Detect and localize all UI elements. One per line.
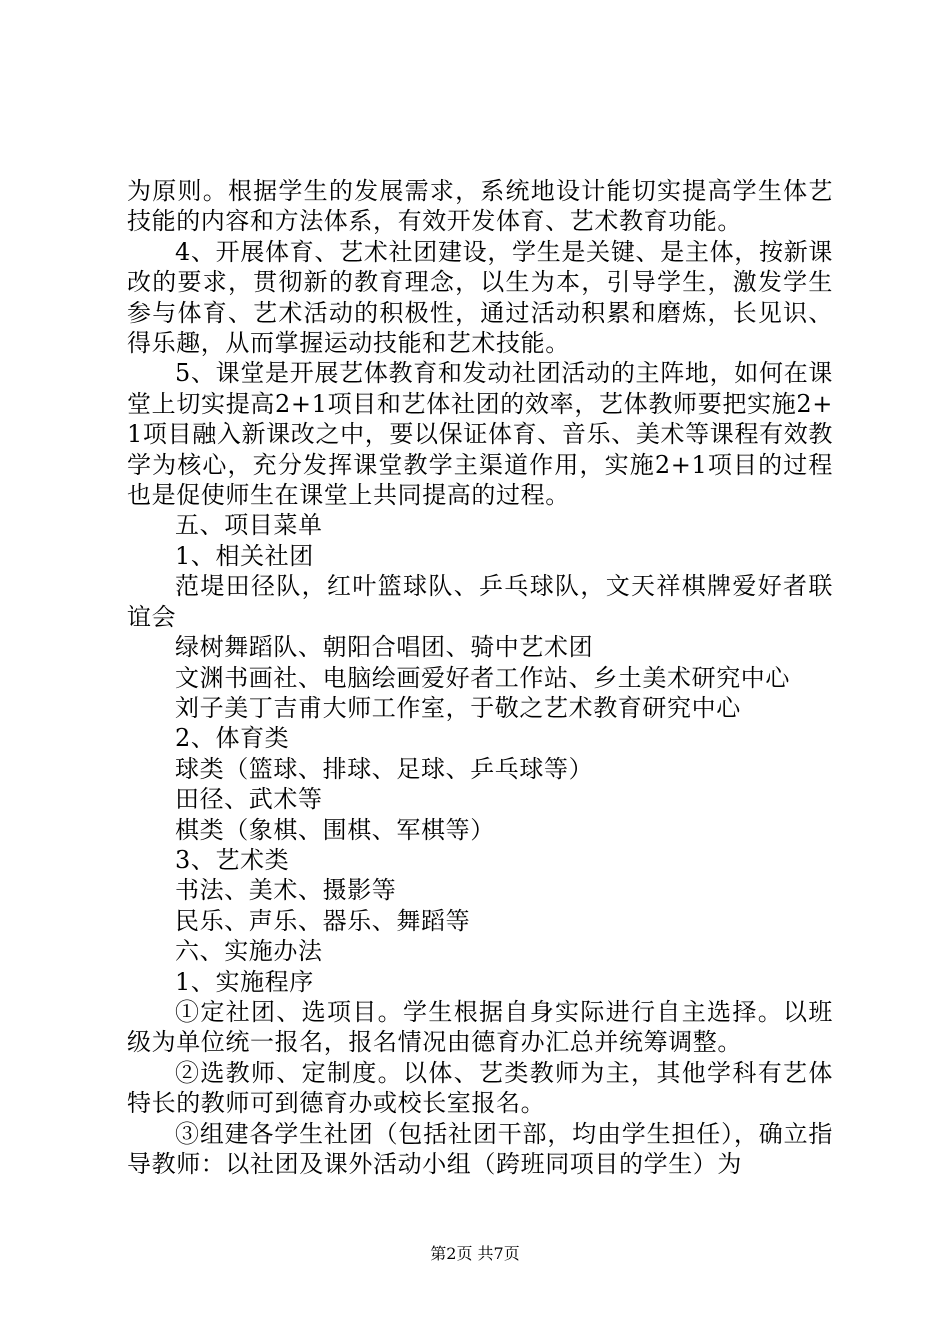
list-item: 书法、美术、摄影等 (175, 876, 397, 905)
subsection-heading: 1、相关社团 (175, 541, 314, 570)
list-item: 棋类（象棋、围棋、军棋等） (175, 815, 495, 844)
paragraph: 为原则。根据学生的发展需求，系统地设计能切实提高学生体艺技能的内容和方法体系，有效开发体育、艺术教育功能。 (127, 177, 833, 236)
paragraph: 4、开展体育、艺术社团建设，学生是关键、是主体，按新课改的要求，贯彻新的教育理念，以生为本，引导学生，激发学生参与体育、艺术活动的积极性，通过活动积累和磨炼，长见识、得乐趣，从而掌握运动技能和艺术技能。 (127, 237, 833, 358)
paragraph: ③组建各学生社团（包括社团干部，均由学生担任），确立指导教师：以社团及课外活动小组（跨班同项目的学生）为 (127, 1119, 833, 1178)
paragraph: ①定社团、选项目。学生根据自身实际进行自主选择。以班级为单位统一报名，报名情况由德育办汇总并统筹调整。 (127, 997, 833, 1057)
list-item: 民乐、声乐、器乐、舞蹈等 (175, 906, 471, 935)
list-item: 田径、武术等 (175, 785, 323, 814)
page-number: 第2页 共7页 (430, 1244, 520, 1263)
page-footer (0, 1244, 950, 1264)
paragraph: 5、课堂是开展艺体教育和发动社团活动的主阵地，如何在课堂上切实提高2+1项目和艺体社团的效率，艺体教师要把实施2+1项目融入新课改之中，要以保证体育、音乐、美术等课程有效教学为核心，充分发挥课堂教学主渠道作用，实施2+1项目的过程也是促使师生在课堂上共同提高的过程。 (127, 359, 833, 510)
list-item: 球类（篮球、排球、足球、乒乓球等） (175, 754, 594, 783)
document-body (127, 176, 833, 1179)
list-item: 文渊书画社、电脑绘画爱好者工作站、乡土美术研究中心 (175, 663, 790, 692)
section-heading: 五、项目菜单 (175, 511, 323, 540)
subsection-heading: 2、体育类 (175, 724, 290, 753)
subsection-heading: 3、艺术类 (175, 845, 290, 874)
paragraph: ②选教师、定制度。以体、艺类教师为主，其他学科有艺体特长的教师可到德育办或校长室报名。 (127, 1058, 833, 1118)
list-item: 范堤田径队，红叶篮球队、乒乓球队，文天祥棋牌爱好者联谊会 (127, 572, 833, 631)
subsection-heading: 1、实施程序 (175, 967, 314, 996)
list-item: 刘子美丁吉甫大师工作室，于敬之艺术教育研究中心 (175, 693, 741, 722)
section-heading: 六、实施办法 (175, 937, 323, 966)
list-item: 绿树舞蹈队、朝阳合唱团、骑中艺术团 (175, 633, 594, 662)
